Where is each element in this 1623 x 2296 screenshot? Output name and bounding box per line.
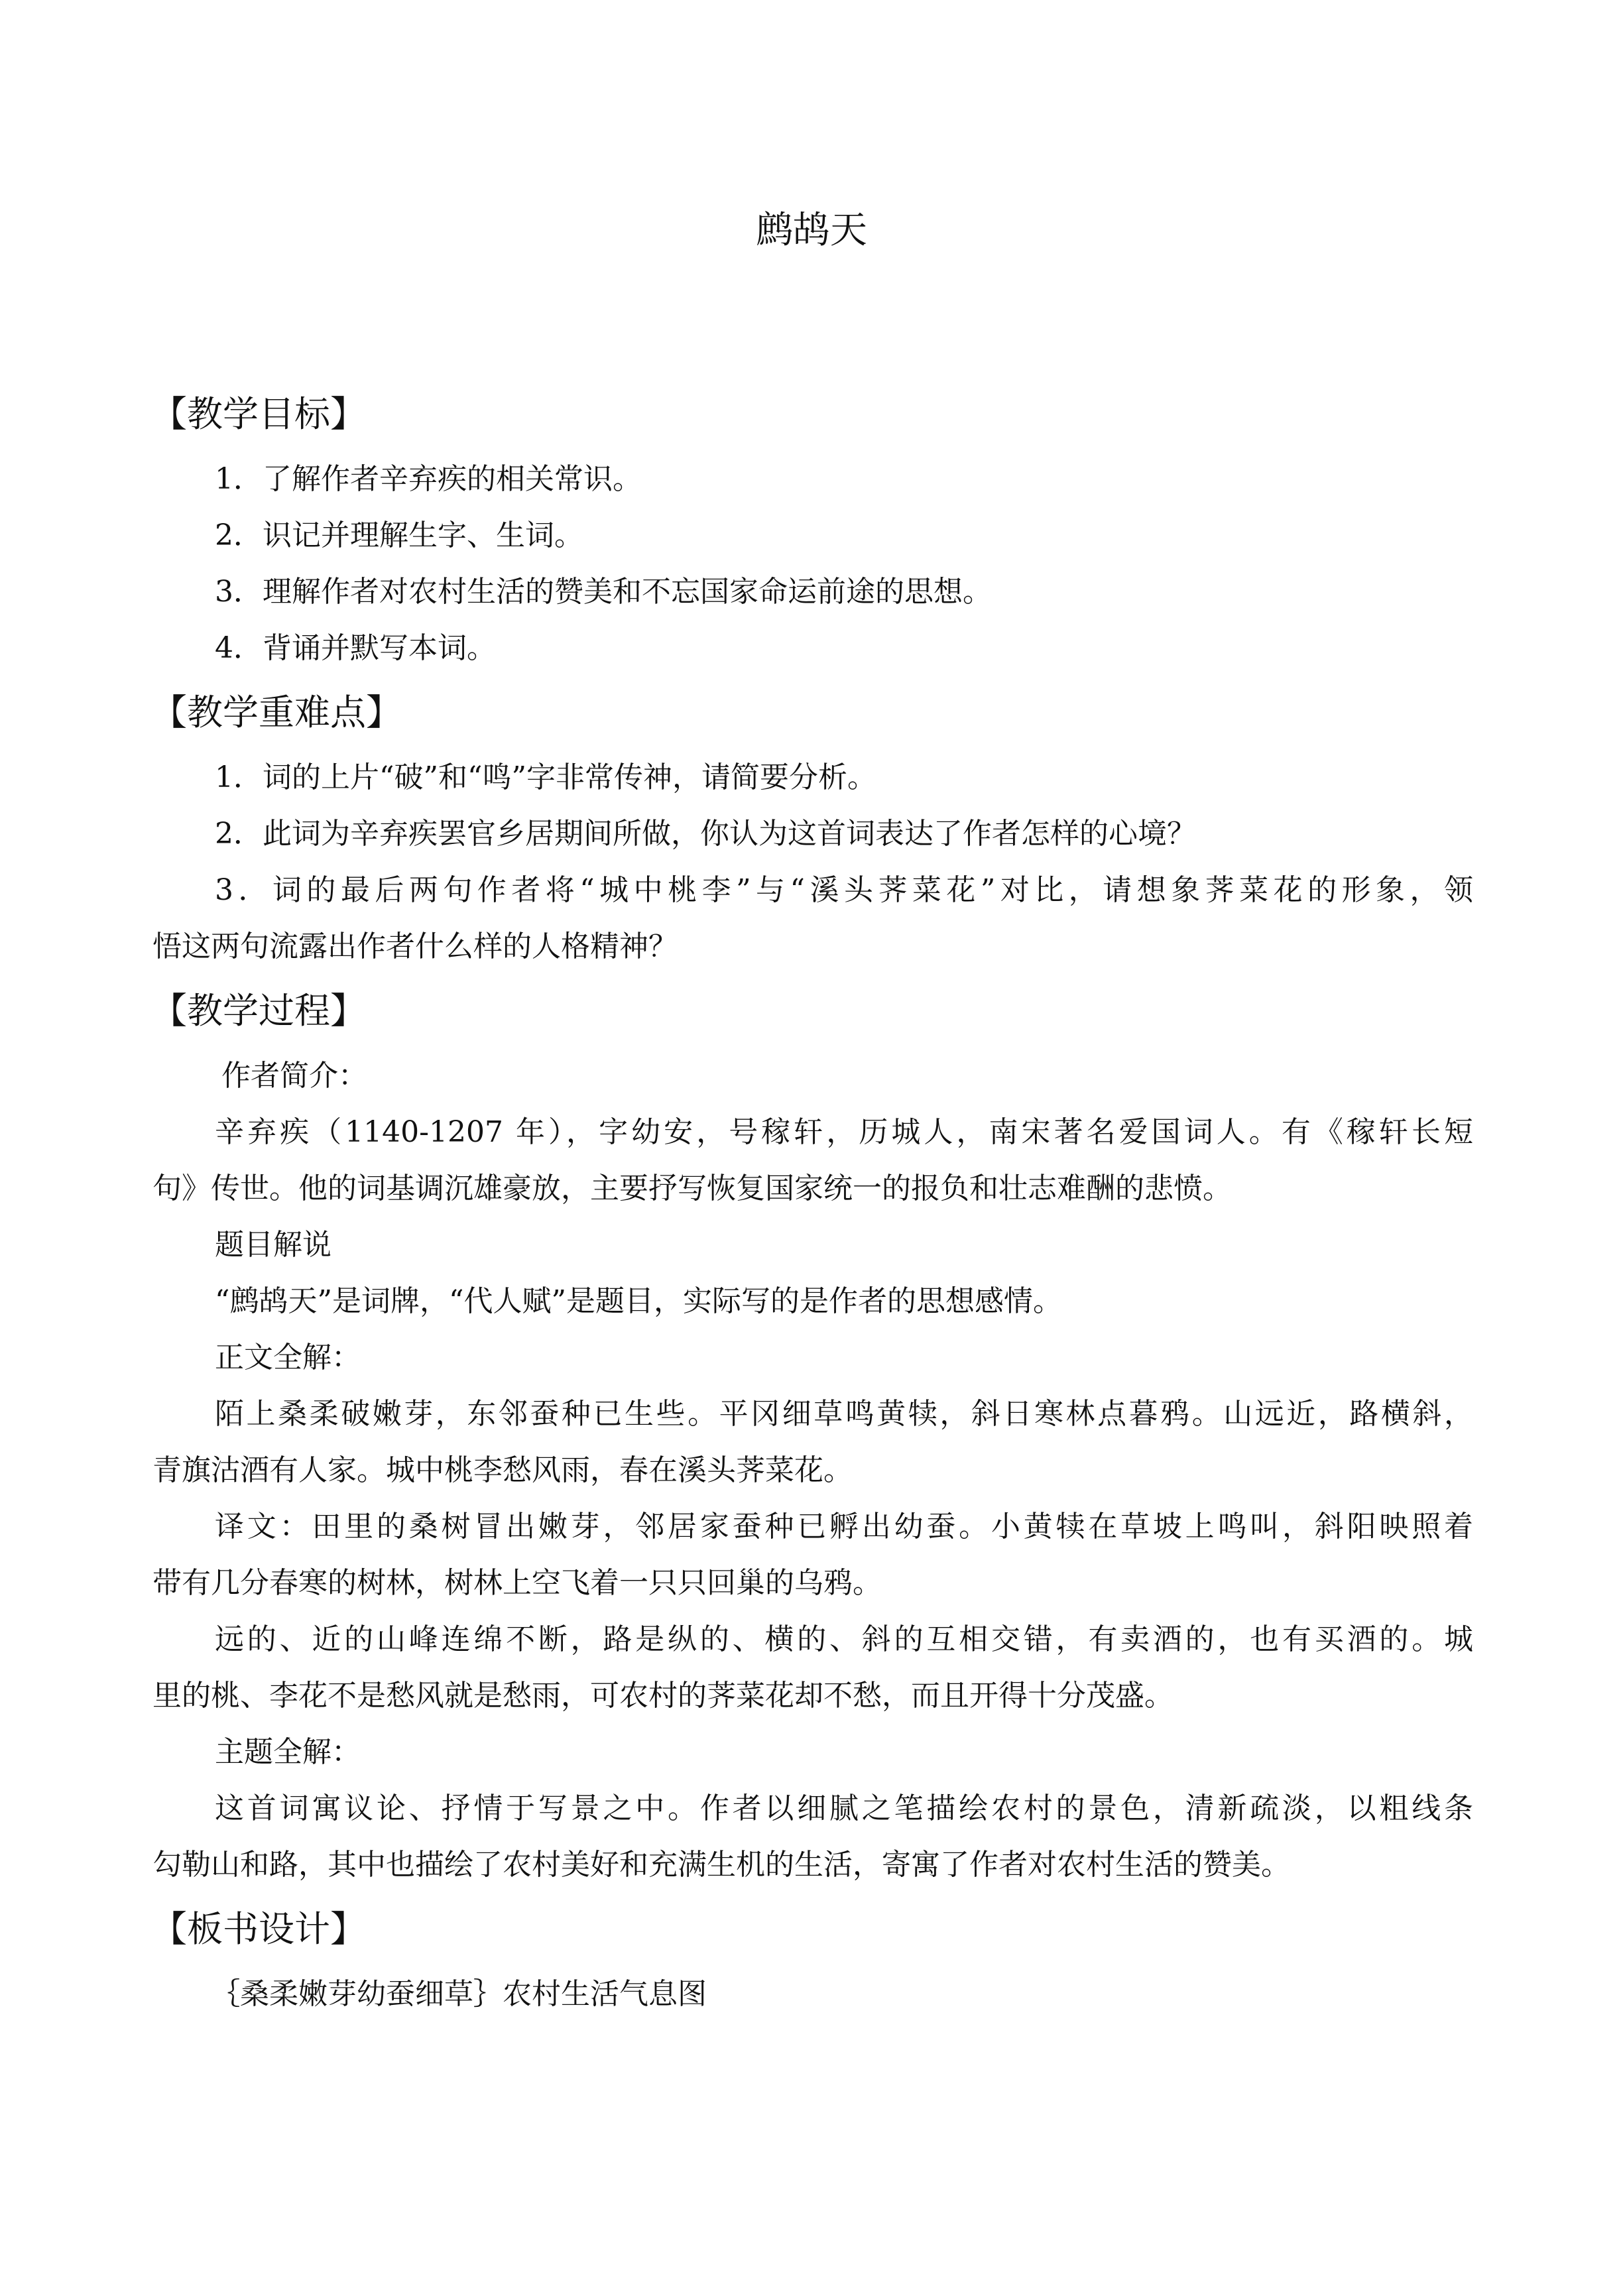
board-design-text: ｛桑柔嫩芽幼蚕细草｝农村生活气息图 [211,1977,707,2011]
theme-text-continued: 勾勒山和路，其中也描绘了农村美好和充满生机的生活，寄寓了作者对农村生活的赞美。 [152,1848,1290,1882]
full-text-label: 正文全解： [215,1341,361,1374]
section-heading-board-design: 【板书设计】 [151,1908,366,1950]
translation-text-2: 远的、近的山峰连绵不断，路是纵的、横的、斜的互相交错，有卖酒的，也有买酒的。城 [215,1622,1473,1656]
document-title: 鹧鸪天 [756,209,867,252]
translation-text: 译文：田里的桑树冒出嫩芽，邻居家蚕种已孵出幼蚕。小黄犊在草坡上鸣叫，斜阳映照着 [215,1510,1473,1543]
section-heading-teaching-goals: 【教学目标】 [151,393,366,435]
key-point-1: 1．词的上片“破”和“鸣”字非常传神，请简要分析。 [215,760,876,794]
poem-text-continued: 青旗沽酒有人家。城中桃李愁风雨，春在溪头荠菜花。 [152,1453,853,1487]
key-point-3: 3．词的最后两句作者将“城中桃李”与“溪头荠菜花”对比，请想象荠菜花的形象，领 [215,873,1473,907]
theme-label: 主题全解： [215,1735,361,1769]
theme-text: 这首词寓议论、抒情于写景之中。作者以细腻之笔描绘农村的景色，清新疏淡，以粗线条 [215,1791,1473,1825]
title-explanation-label: 题目解说 [215,1228,331,1262]
title-explanation-text: “鹧鸪天”是词牌，“代人赋”是题目，实际写的是作者的思想感情。 [215,1284,1062,1318]
poem-text: 陌上桑柔破嫩芽，东邻蚕种已生些。平冈细草鸣黄犊，斜日寒林点暮鸦。山远近，路横斜， [215,1397,1473,1431]
section-heading-key-points: 【教学重难点】 [151,692,402,733]
translation-text-2-continued: 里的桃、李花不是愁风就是愁雨，可农村的荠菜花却不愁，而且开得十分茂盛。 [152,1679,1173,1713]
author-intro-text: 辛弃疾（1140-1207 年），字幼安，号稼轩，历城人，南宋著名爱国词人。有《稼轩长短 [215,1115,1473,1149]
translation-text-continued: 带有几分春寒的树林，树林上空飞着一只只回巢的乌鸦。 [152,1566,882,1600]
goal-item-4: 4．背诵并默写本词。 [215,631,496,665]
author-intro-label: 作者简介： [221,1059,367,1093]
key-point-3-continued: 悟这两句流露出作者什么样的人格精神？ [152,930,678,963]
author-intro-text-continued: 句》传世。他的词基调沉雄豪放，主要抒写恢复国家统一的报负和壮志难酬的悲愤。 [152,1172,1232,1205]
key-point-2: 2．此词为辛弃疾罢官乡居期间所做，你认为这首词表达了作者怎样的心境？ [215,817,1196,851]
goal-item-1: 1．了解作者辛弃疾的相关常识。 [215,462,642,496]
section-heading-teaching-process: 【教学过程】 [151,990,366,1032]
goal-item-2: 2．识记并理解生字、生词。 [215,518,583,552]
goal-item-3: 3．理解作者对农村生活的赞美和不忘国家命运前途的思想。 [215,575,992,609]
